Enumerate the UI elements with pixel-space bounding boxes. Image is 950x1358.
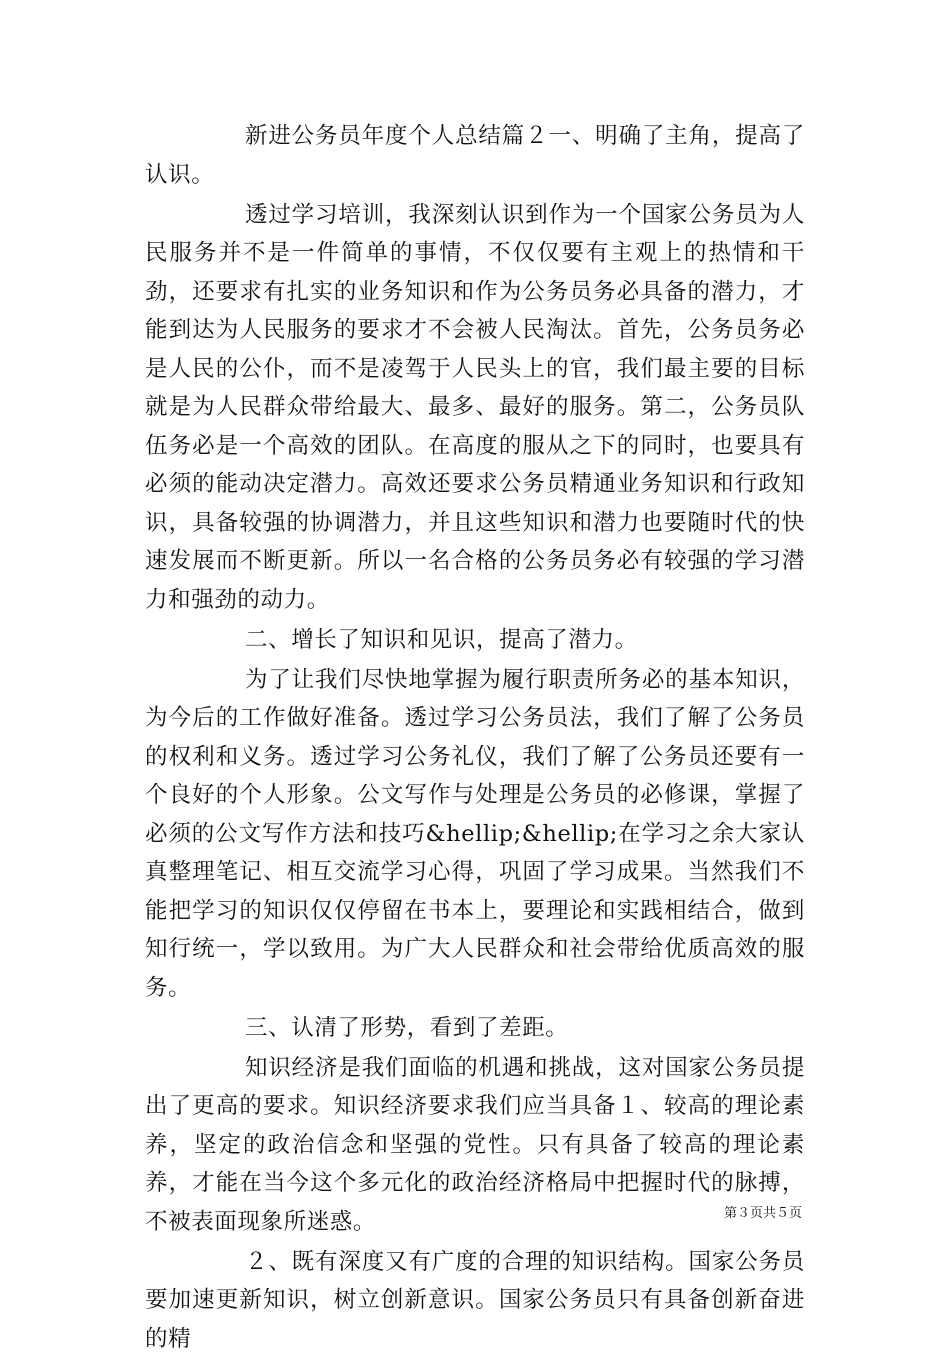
paragraph-3: 为了让我们尽快地掌握为履行职责所务必的基本知识，为今后的工作做好准备。透过学习公务员法，我们了解了公务员的权利和义务。透过学习公务礼仪，我们了解了公务员还要有一个良好的个人形象。公文写作与处理是公务员的必修课，掌握了必须的公文写作方法和技巧&hellip;&hellip;在学习之余大家认真整理笔记、相互交流学习心得，巩固了学习成果。当然我们不能把学习的知识仅仅停留在书本上，要理论和实践相结合，做到知行统一，学以致用。为广大人民群众和社会带给优质高效的服务。 [145,661,805,1008]
paragraph-1: 新进公务员年度个人总结篇２一、明确了主角，提高了认识。 [145,117,805,194]
document-body [145,117,805,1358]
section-heading-3: 三、认清了形势，看到了差距。 [145,1009,805,1048]
paragraph-2: 透过学习培训，我深刻认识到作为一个国家公务员为人民服务并不是一件简单的事情，不仅仅要有主观上的热情和干劲，还要求有扎实的业务知识和作为公务员务必具备的潜力，才能到达为人民服务的要求才不会被人民淘汰。首先，公务员务必是人民的公仆，而不是凌驾于人民头上的官，我们最主要的目标就是为人民群众带给最大、最多、最好的服务。第二，公务员队伍务必是一个高效的团队。在高度的服从之下的同时，也要具有必须的能动决定潜力。高效还要求公务员精通业务知识和行政知识，具备较强的协调潜力，并且这些知识和潜力也要随时代的快速发展而不断更新。所以一名合格的公务员务必有较强的学习潜力和强劲的动力。 [145,196,805,620]
section-heading-2: 二、增长了知识和见识，提高了潜力。 [145,621,805,660]
page-number-footer: 第３页共５页 [0,1205,950,1223]
paragraph-4: 知识经济是我们面临的机遇和挑战，这对国家公务员提出了更高的要求。知识经济要求我们应当具备１、较高的理论素养，坚定的政治信念和坚强的党性。只有具备了较高的理论素养，才能在当今这个多元化的政治经济格局中把握时代的脉搏，不被表面现象所迷惑。 [145,1049,805,1242]
paragraph-5: ２、既有深度又有广度的合理的知识结构。国家公务员要加速更新知识，树立创新意识。国家公务员只有具备创新奋进的精 [145,1243,805,1358]
